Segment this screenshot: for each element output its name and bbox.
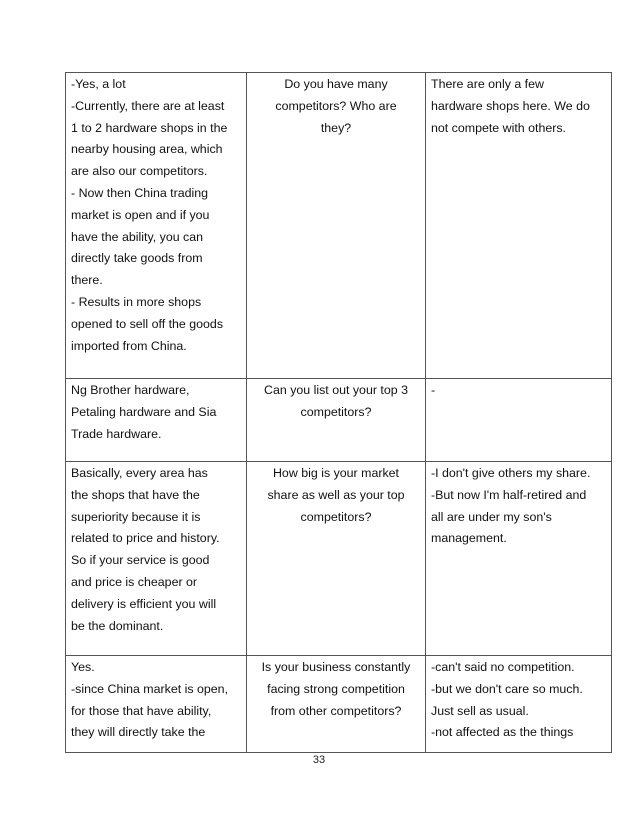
cell-line: -can't said no competition. <box>431 660 575 674</box>
question-cell <box>247 656 426 753</box>
cell-line: not compete with others. <box>431 120 566 135</box>
cell-line: imported from China. <box>71 338 187 353</box>
cell-line: Is your business constantly <box>261 660 411 674</box>
cell-line: -not affected as the things <box>431 725 574 740</box>
table-row <box>66 462 612 656</box>
cell-line: superiority because it is <box>71 509 201 524</box>
cell-line: for those that have ability, <box>71 703 212 718</box>
cell-line: hardware shops here. We do <box>431 98 590 113</box>
cell-line: the shops that have the <box>71 487 200 502</box>
cell-line: competitors? <box>300 404 372 419</box>
table-row <box>66 73 612 379</box>
cell-line: How big is your market <box>272 466 399 480</box>
answer-cell-right <box>426 379 612 462</box>
cell-line: Just sell as usual. <box>431 703 529 718</box>
cell-line: -I don't give others my share. <box>431 466 591 480</box>
cell-line: have the ability, you can <box>71 229 204 244</box>
cell-line: directly take goods from <box>71 251 203 266</box>
cell-line: Ng Brother hardware, <box>71 383 190 397</box>
cell-line: Petaling hardware and Sia <box>71 404 217 419</box>
cell-line: market is open and if you <box>71 207 210 222</box>
cell-line: all are under my son's <box>431 509 552 524</box>
cell-line: -But now I'm half-retired and <box>431 487 587 502</box>
cell-line: delivery is efficient you will <box>71 596 217 611</box>
cell-line: related to price and history. <box>71 531 220 546</box>
cell-line: are also our competitors. <box>71 164 208 179</box>
answer-cell-right <box>426 656 612 753</box>
cell-line: and price is cheaper or <box>71 574 198 589</box>
answer-cell-left <box>66 656 247 753</box>
cell-line: Basically, every area has <box>71 466 208 480</box>
table-row <box>66 379 612 462</box>
interview-table <box>65 72 612 753</box>
cell-line: -but we don't care so much. <box>431 681 583 696</box>
cell-line: management. <box>431 531 507 546</box>
cell-line: opened to sell off the goods <box>71 316 224 331</box>
answer-cell-left <box>66 379 247 462</box>
cell-line: Can you list out your top 3 <box>264 383 408 397</box>
answer-cell-right <box>426 73 612 379</box>
cell-line: nearby housing area, which <box>71 142 223 157</box>
cell-line: there. <box>71 273 103 288</box>
cell-line: 1 to 2 hardware shops in the <box>71 120 228 135</box>
cell-line: - Now then China trading <box>71 185 209 200</box>
answer-cell-right <box>426 462 612 656</box>
table-row <box>66 656 612 753</box>
cell-line: be the dominant. <box>71 618 164 633</box>
question-cell <box>247 379 426 462</box>
cell-line: they? <box>320 120 352 135</box>
cell-line: from other competitors? <box>270 703 402 718</box>
cell-line: - Results in more shops <box>71 294 202 309</box>
cell-line: competitors? <box>300 509 372 524</box>
cell-line: - <box>431 383 436 397</box>
page-number: 33 <box>312 754 326 766</box>
cell-line: they will directly take the <box>71 725 206 740</box>
cell-line: So if your service is good <box>71 553 210 568</box>
cell-line: Trade hardware. <box>71 426 162 441</box>
cell-line: share as well as your top <box>267 487 405 502</box>
cell-line: -since China market is open, <box>71 681 229 696</box>
cell-line: There are only a few <box>431 77 544 91</box>
question-cell <box>247 73 426 379</box>
cell-line: competitors? Who are <box>275 98 397 113</box>
cell-line: facing strong competition <box>267 681 405 696</box>
cell-line: Yes. <box>71 660 95 674</box>
answer-cell-left <box>66 462 247 656</box>
cell-line: -Currently, there are at least <box>71 98 225 113</box>
answer-cell-left <box>66 73 247 379</box>
cell-line: Do you have many <box>284 77 388 91</box>
question-cell <box>247 462 426 656</box>
cell-line: -Yes, a lot <box>71 77 126 91</box>
